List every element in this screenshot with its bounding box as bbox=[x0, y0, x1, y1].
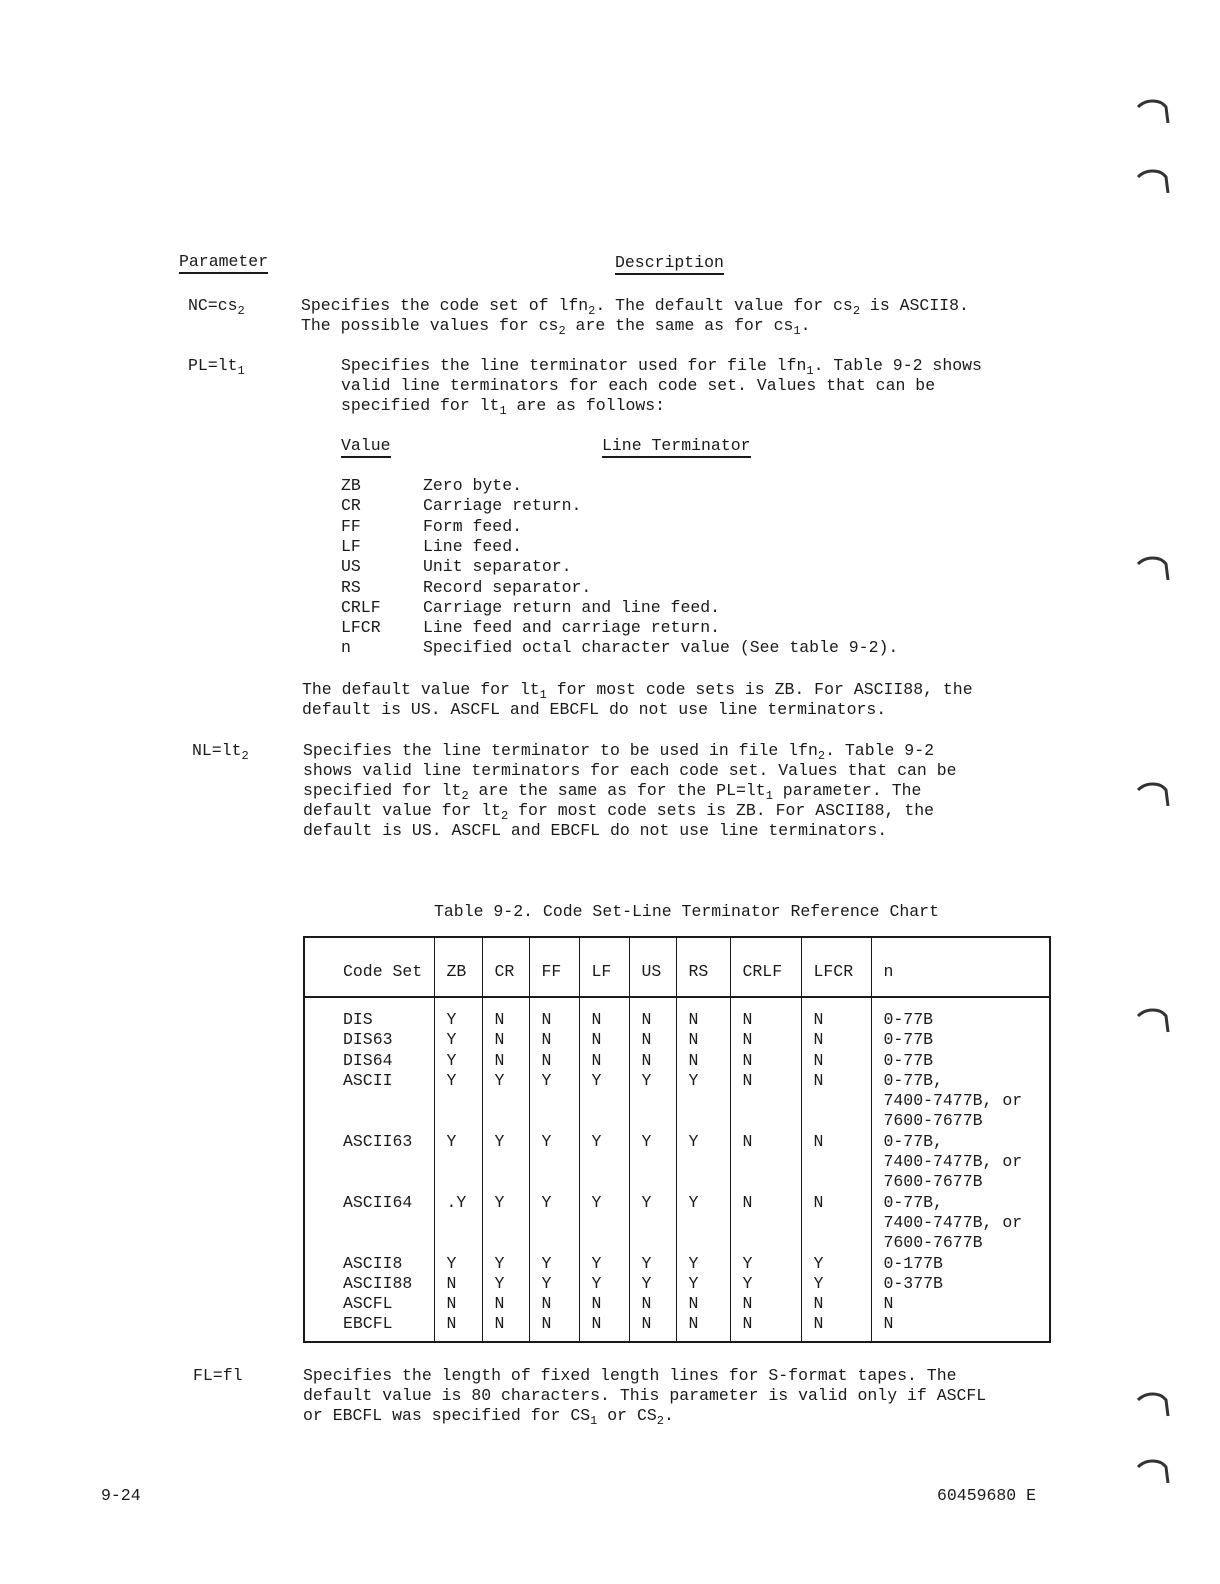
table-cell: N bbox=[801, 1071, 871, 1132]
value-description: Line feed and carriage return. bbox=[423, 618, 721, 638]
table-cell: N bbox=[629, 1030, 676, 1050]
table-cell: N bbox=[730, 997, 801, 1030]
value-code: LF bbox=[341, 536, 361, 556]
table-cell: ASCFL bbox=[343, 1294, 393, 1314]
table-cell: Y bbox=[629, 1132, 676, 1193]
text-line: default value is 80 characters. This parameter is valid only if ASCFL bbox=[303, 1386, 987, 1405]
table-cell: N bbox=[801, 1051, 871, 1071]
table-cell: N bbox=[482, 1051, 529, 1071]
binder-mark-icon bbox=[1136, 778, 1172, 808]
table-cell: Y bbox=[529, 1254, 579, 1274]
table-cell: 0-77B, 7400-7477B, or 7600-7677B bbox=[871, 1071, 1050, 1132]
table-row bbox=[304, 1132, 1050, 1193]
table-cell: 0-77B bbox=[871, 997, 1050, 1030]
table-cell: N bbox=[801, 1132, 871, 1193]
column-header: RS bbox=[676, 937, 730, 997]
table-cell: 0-77B bbox=[871, 1051, 1050, 1071]
description-heading: Description bbox=[615, 253, 724, 275]
value-code: RS bbox=[341, 577, 361, 597]
value-description: Carriage return. bbox=[423, 496, 582, 516]
table-cell: 0-377B bbox=[871, 1274, 1050, 1294]
table-cell: Y bbox=[676, 1132, 730, 1193]
table-cell: N bbox=[730, 1193, 801, 1254]
table-cell: Y bbox=[801, 1254, 871, 1274]
table-cell: N bbox=[529, 1294, 579, 1314]
pl-description bbox=[341, 356, 982, 416]
table-cell: N bbox=[579, 997, 629, 1030]
text-line: Specifies the code set of lfn$_2$. The default value for $cs_2$ is ASCII8. bbox=[301, 296, 969, 318]
table-cell: N bbox=[730, 1314, 801, 1341]
table-cell: DIS63 bbox=[343, 1030, 393, 1050]
table-cell: Y bbox=[482, 1254, 529, 1274]
table-cell: N bbox=[529, 1030, 579, 1050]
table-cell: ASCII8 bbox=[343, 1253, 403, 1273]
table-cell: N bbox=[730, 1294, 801, 1314]
table-cell: Y bbox=[434, 1254, 482, 1274]
value-code: n bbox=[341, 638, 351, 658]
value-code: LFCR bbox=[341, 618, 381, 638]
table-cell: N bbox=[801, 1193, 871, 1254]
table-cell: Y bbox=[529, 1132, 579, 1193]
table-cell: Y bbox=[801, 1274, 871, 1294]
table-caption: Table 9-2. Code Set-Line Terminator Reference Chart bbox=[434, 902, 939, 921]
column-header: n bbox=[871, 937, 1050, 997]
table-row bbox=[304, 1274, 1050, 1294]
table-cell: 0-77B bbox=[871, 1030, 1050, 1050]
column-header: LF bbox=[579, 937, 629, 997]
table-row bbox=[304, 1254, 1050, 1274]
table-cell: Y bbox=[579, 1274, 629, 1294]
column-header: FF bbox=[529, 937, 579, 997]
table-cell: N bbox=[676, 1314, 730, 1341]
table-row bbox=[304, 1030, 1050, 1050]
table-cell: N bbox=[579, 1051, 629, 1071]
table-cell: N bbox=[730, 1071, 801, 1132]
table-cell: N bbox=[629, 997, 676, 1030]
page-number: 9-24 bbox=[101, 1486, 141, 1505]
table-cell: Y bbox=[529, 1071, 579, 1132]
table-row bbox=[304, 1071, 1050, 1132]
text-line: Specifies the line terminator to be used in file lfn$_2$. Table 9-2 bbox=[303, 741, 935, 763]
table-cell: N bbox=[676, 1294, 730, 1314]
column-header: ZB bbox=[434, 937, 482, 997]
column-header: CR bbox=[482, 937, 529, 997]
text-line: default is US. ASCFL and EBCFL do not use line terminators. bbox=[303, 821, 888, 840]
value-code: CR bbox=[341, 496, 361, 516]
value-description: Line feed. bbox=[423, 536, 523, 556]
text-line: Specifies the length of fixed length lines for S-format tapes. The bbox=[303, 1366, 957, 1385]
table-cell: ASCII bbox=[343, 1070, 393, 1090]
table-header-row bbox=[304, 937, 1050, 997]
table-cell: Y bbox=[482, 1274, 529, 1294]
binder-mark-icon bbox=[1136, 1004, 1172, 1034]
column-header: LFCR bbox=[801, 937, 871, 997]
text-line: or EBCFL was specified for $CS_1$ or $CS_2$. bbox=[303, 1406, 674, 1428]
table-cell: Y bbox=[730, 1274, 801, 1294]
table-row bbox=[304, 997, 1050, 1030]
table-cell: Y bbox=[529, 1193, 579, 1254]
table-cell: N bbox=[434, 1294, 482, 1314]
table-cell: Y bbox=[482, 1071, 529, 1132]
table-cell: N bbox=[629, 1294, 676, 1314]
table-cell: Y bbox=[579, 1132, 629, 1193]
table-cell: N bbox=[871, 1294, 1050, 1314]
binder-mark-icon bbox=[1136, 165, 1172, 195]
table-cell: Y bbox=[482, 1193, 529, 1254]
table-cell: Y bbox=[579, 1071, 629, 1132]
nc-parameter-label: $NC=cs_2$ bbox=[188, 296, 245, 318]
table-cell: 0-177B bbox=[871, 1254, 1050, 1274]
table-cell: N bbox=[482, 1314, 529, 1341]
table-cell: Y bbox=[629, 1071, 676, 1132]
table-row bbox=[304, 1314, 1050, 1341]
value-code: FF bbox=[341, 516, 361, 536]
table-cell: Y bbox=[529, 1274, 579, 1294]
fl-description bbox=[303, 1366, 986, 1426]
table-cell: N bbox=[529, 1051, 579, 1071]
table-cell: N bbox=[529, 1314, 579, 1341]
parameter-heading: Parameter bbox=[179, 252, 268, 274]
text-line: The possible values for $cs_2$ are the same as for $cs_1$. bbox=[301, 316, 811, 338]
table-cell: ASCII88 bbox=[343, 1273, 413, 1293]
value-code: ZB bbox=[341, 476, 361, 495]
table-cell: N bbox=[482, 997, 529, 1030]
pl-parameter-label: $PL=lt_1$ bbox=[188, 356, 245, 378]
table-cell: Y bbox=[579, 1254, 629, 1274]
table-cell: N bbox=[676, 1030, 730, 1050]
table-cell: Y bbox=[482, 1132, 529, 1193]
table-cell: N bbox=[730, 1051, 801, 1071]
value-description: Carriage return and line feed. bbox=[423, 597, 721, 617]
nl-description bbox=[303, 741, 957, 841]
table-cell: N bbox=[730, 1132, 801, 1193]
table-cell: N bbox=[676, 997, 730, 1030]
table-cell: Y bbox=[579, 1193, 629, 1254]
table-cell: N bbox=[579, 1030, 629, 1050]
text-line: specified for $lt_1$ are as follows: bbox=[341, 396, 666, 418]
table-cell: N bbox=[801, 1030, 871, 1050]
nl-parameter-label: $NL=lt_2$ bbox=[192, 741, 249, 763]
table-cell: DIS64 bbox=[343, 1050, 393, 1070]
table-cell: ASCII64 bbox=[343, 1192, 413, 1212]
table-cell: Y bbox=[676, 1193, 730, 1254]
table-cell: 0-77B, 7400-7477B, or 7600-7677B bbox=[871, 1132, 1050, 1193]
text-line: The default value for $lt_1$ for most code sets is ZB. For ASCII88, the bbox=[302, 680, 973, 702]
table-cell: 0-77B, 7400-7477B, or 7600-7677B bbox=[871, 1193, 1050, 1254]
table-cell: N bbox=[579, 1294, 629, 1314]
table-cell: Y bbox=[629, 1254, 676, 1274]
value-column-heading: Value bbox=[341, 436, 391, 458]
table-cell: N bbox=[629, 1051, 676, 1071]
table-cell: N bbox=[482, 1030, 529, 1050]
table-row bbox=[304, 1193, 1050, 1254]
value-description: Form feed. bbox=[423, 516, 523, 536]
table-cell: Y bbox=[629, 1274, 676, 1294]
table-row bbox=[304, 1051, 1050, 1071]
table-cell: .Y bbox=[434, 1193, 482, 1254]
pl-default-note bbox=[302, 680, 973, 720]
table-cell: Y bbox=[676, 1071, 730, 1132]
value-code: US bbox=[341, 557, 361, 577]
value-code: CRLF bbox=[341, 597, 381, 617]
binder-mark-icon bbox=[1136, 1455, 1172, 1485]
value-description: Unit separator. bbox=[423, 557, 572, 577]
table-cell: Y bbox=[629, 1193, 676, 1254]
table-cell: N bbox=[629, 1314, 676, 1341]
text-line: shows valid line terminators for each code set. Values that can be bbox=[303, 761, 957, 780]
table-cell: Y bbox=[434, 1051, 482, 1071]
text-line: valid line terminators for each code set. Values that can be bbox=[341, 376, 936, 395]
table-cell: Y bbox=[676, 1254, 730, 1274]
column-header: CRLF bbox=[730, 937, 801, 997]
table-cell: N bbox=[730, 1030, 801, 1050]
table-cell: N bbox=[579, 1314, 629, 1341]
table-cell: N bbox=[482, 1294, 529, 1314]
table-cell: N bbox=[801, 1294, 871, 1314]
binder-mark-icon bbox=[1136, 95, 1172, 125]
value-description: Record separator. bbox=[423, 577, 592, 597]
table-cell: N bbox=[801, 1314, 871, 1341]
table-cell: N bbox=[801, 997, 871, 1030]
table-cell: N bbox=[871, 1314, 1050, 1341]
table-row bbox=[304, 1294, 1050, 1314]
table-cell: N bbox=[434, 1314, 482, 1341]
table-cell: Y bbox=[730, 1254, 801, 1274]
table-cell: Y bbox=[434, 1030, 482, 1050]
code-set-reference-table bbox=[303, 936, 1051, 1343]
column-header: US bbox=[629, 937, 676, 997]
table-cell: ASCII63 bbox=[343, 1131, 413, 1151]
table-cell: N bbox=[434, 1274, 482, 1294]
nc-description bbox=[301, 296, 969, 336]
table-cell: N bbox=[676, 1051, 730, 1071]
value-description: Specified octal character value (See table 9-2). bbox=[423, 638, 899, 658]
column-header: Code Set bbox=[304, 937, 434, 997]
table-cell: Y bbox=[434, 997, 482, 1030]
text-line: specified for $lt_2$ are the same as for the $PL=lt_1$ parameter. The bbox=[303, 781, 922, 803]
fl-parameter-label: FL=fl bbox=[193, 1366, 243, 1385]
binder-mark-icon bbox=[1136, 552, 1172, 582]
table-cell: Y bbox=[676, 1274, 730, 1294]
text-line: default value for $lt_2$ for most code sets is ZB. For ASCII88, the bbox=[303, 801, 935, 823]
table-cell: DIS bbox=[343, 1010, 373, 1029]
line-terminator-column-heading: Line Terminator bbox=[602, 436, 751, 458]
text-line: default is US. ASCFL and EBCFL do not use line terminators. bbox=[302, 700, 887, 719]
table-cell: EBCFL bbox=[343, 1314, 393, 1334]
value-description: Zero byte. bbox=[423, 476, 523, 495]
table-cell: N bbox=[529, 997, 579, 1030]
table-cell: Y bbox=[434, 1132, 482, 1193]
text-line: Specifies the line terminator used for file lfn$_1$. Table 9-2 shows bbox=[341, 356, 982, 378]
table-cell: Y bbox=[434, 1071, 482, 1132]
binder-mark-icon bbox=[1136, 1388, 1172, 1418]
document-number: 60459680 E bbox=[937, 1486, 1037, 1505]
